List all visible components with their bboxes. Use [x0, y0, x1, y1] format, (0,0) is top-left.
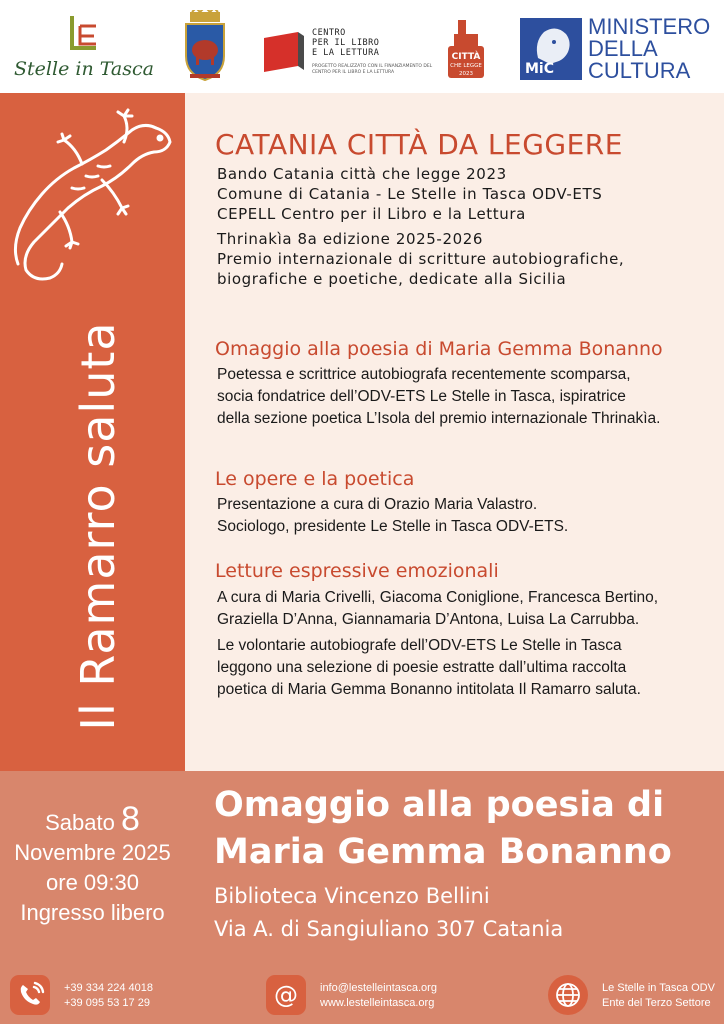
- phone-contact: [10, 975, 190, 1017]
- le-monogram-icon: [66, 14, 102, 54]
- logo-header: [0, 0, 724, 93]
- globe-icon: [548, 975, 588, 1015]
- section-title-opere: Le opere e la poetica: [215, 468, 415, 490]
- body-line: Sociologo, presidente Le Stelle in Tasca ODV-ETS.: [217, 518, 569, 535]
- crest-icon: [180, 10, 230, 84]
- citta-line1: CITTÀ: [451, 52, 481, 62]
- body-line: della sezione poetica L’Isola del premio internazionale Thrinakìa.: [217, 410, 661, 427]
- phone-number-2[interactable]: +39 095 53 17 29: [64, 997, 150, 1009]
- event-date-block: [0, 800, 185, 928]
- mic-badge: [520, 18, 582, 80]
- month-year: Novembre 2025: [14, 840, 171, 865]
- phone-number-1[interactable]: +39 334 224 4018: [64, 982, 154, 994]
- intro-block: [217, 164, 717, 289]
- body-line: Presentazione a cura di Orazio Maria Valastro.: [217, 496, 538, 513]
- body-line: Poetessa e scrittrice autobiografa recentemente scomparsa,: [217, 366, 631, 383]
- email-link[interactable]: info@lestelleintasca.org: [320, 982, 437, 994]
- section-title-omaggio: Omaggio alla poesia di Maria Gemma Bonanno: [215, 338, 663, 360]
- intro-line: Comune di Catania - Le Stelle in Tasca ODV-ETS: [217, 185, 603, 203]
- body-line: Graziella D’Anna, Giannamaria D’Antona, Luisa La Carrubba.: [217, 611, 640, 628]
- stelle-in-tasca-logo: [14, 14, 154, 84]
- section-body-opere: [217, 494, 717, 538]
- mic-badge-text: MiC: [525, 61, 555, 77]
- cepell-logo: [262, 24, 442, 80]
- org-type: Ente del Terzo Settore: [602, 997, 711, 1009]
- venue-line2: Via A. di Sangiuliano 307 Catania: [214, 917, 564, 941]
- body-line: A cura di Maria Crivelli, Giacoma Coniglione, Francesca Bertino,: [217, 589, 659, 606]
- at-sign-icon: [266, 975, 306, 1015]
- intro-line: CEPELL Centro per il Libro e la Lettura: [217, 205, 526, 223]
- phone-icon: [10, 975, 50, 1015]
- main-title: CATANIA CITTÀ DA LEGGERE: [215, 128, 623, 161]
- section-title-letture: Letture espressive emozionali: [215, 560, 499, 582]
- citta-che-legge-logo: [444, 16, 488, 82]
- vertical-title: Il Ramarro saluta: [71, 321, 125, 731]
- mic-line3: CULTURA: [588, 58, 691, 83]
- venue-line1: Biblioteca Vincenzo Bellini: [214, 884, 490, 908]
- cepell-note: PROGETTO REALIZZATO CON IL FINANZIAMENTO DEL CENTRO PER IL LIBRO E LA LETTURA: [312, 64, 433, 75]
- org-contact: [548, 975, 724, 1017]
- mic-line1: MINISTERO: [588, 14, 711, 39]
- body-line: leggono una selezione di poesie estratte dall’ultima raccolta: [217, 659, 627, 676]
- book-icon: [262, 30, 306, 74]
- cepell-line3: E LA LETTURA: [312, 48, 380, 58]
- event-title-line2: Maria Gemma Bonanno: [214, 832, 672, 872]
- org-name: Le Stelle in Tasca ODV: [602, 982, 715, 994]
- citta-line2: CHE LEGGE: [450, 63, 482, 69]
- section-body-omaggio: [217, 364, 717, 430]
- day-number: 8: [120, 800, 140, 838]
- lizard-icon: [6, 108, 178, 286]
- body-line: socia fondatrice dell’ODV-ETS Le Stelle in Tasca, ispiratrice: [217, 388, 626, 405]
- event-title: [214, 782, 672, 876]
- intro-line: Bando Catania città che legge 2023: [217, 165, 507, 183]
- stelle-logo-text: Stelle in Tasca: [14, 58, 154, 80]
- event-title-line1: Omaggio alla poesia di: [214, 785, 665, 825]
- intro-line: biografiche e poetiche, dedicate alla Sicilia: [217, 270, 567, 288]
- day-label: Sabato: [45, 810, 115, 835]
- event-time: ore 09:30: [46, 870, 139, 895]
- svg-text:@: @: [274, 981, 298, 1009]
- entry-info: Ingresso libero: [20, 900, 165, 925]
- intro-line: Thrinakìa 8a edizione 2025-2026: [217, 230, 484, 248]
- website-link[interactable]: www.lestelleintasca.org: [320, 997, 435, 1009]
- event-venue: [214, 880, 563, 946]
- citta-year: 2023: [459, 71, 473, 77]
- cepell-line2: PER IL LIBRO: [312, 38, 380, 48]
- email-contact: [266, 975, 486, 1017]
- intro-line: Premio internazionale di scritture autobiografiche,: [217, 250, 625, 268]
- body-line: Le volontarie autobiografe dell’ODV-ETS Le Stelle in Tasca: [217, 637, 622, 654]
- mic-line2: DELLA: [588, 36, 658, 61]
- section-body-letture: [217, 587, 717, 701]
- ministero-cultura-logo: [520, 16, 714, 82]
- body-line: poetica di Maria Gemma Bonanno intitolata Il Ramarro saluta.: [217, 681, 641, 698]
- cepell-line1: CENTRO: [312, 28, 346, 38]
